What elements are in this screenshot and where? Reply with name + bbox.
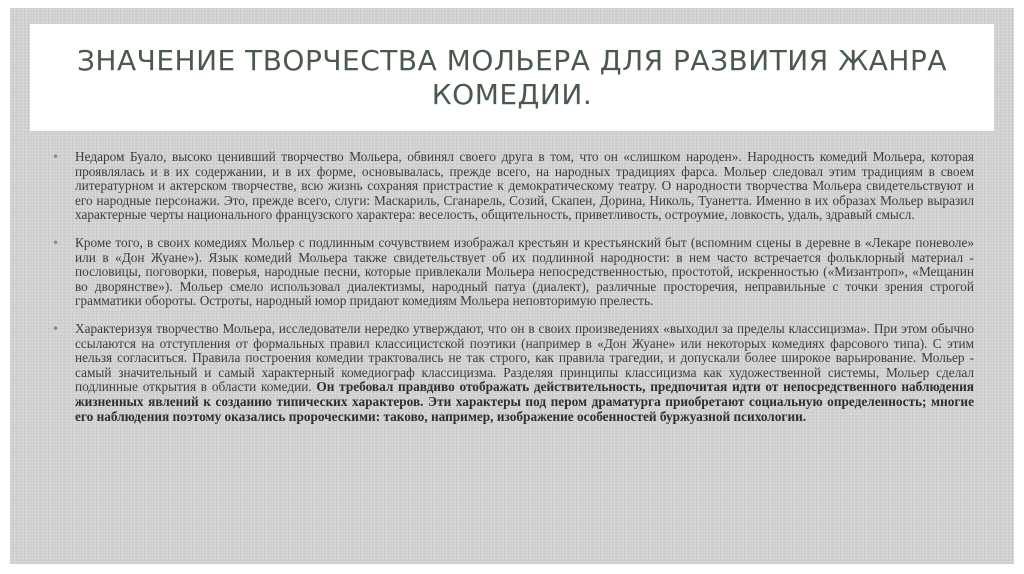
paragraph-2	[52, 236, 974, 309]
paragraph-3-text: Характеризуя творчество Мольера, исследователи нередко утверждают, что он в своих произведениях «выходил за пределы классицизма». При этом обычно ссылаются на отступления от формальных правил классицистской поэтики (например в «Дон Жуане» или некоторых комедиях фарсового типа). С этим нельзя согласиться. Правила построения комедии трактовались не так строго, как правила трагедии, и допускали более широкое варьирование. Мольер - самый значительный и самый характерный комедиограф классицизма. Разделяя принципы классицизма как художественной системы, Мольер сделал подлинные открытия в области комедии.	[75, 320, 974, 395]
bullet-icon: •	[52, 321, 60, 336]
paragraph-1-text: Недаром Буало, высоко ценивший творчество Мольера, обвинял своего друга в том, что он «слишком народен». Народность комедий Мольера, которая проявлялась и в их содержании, и в их форме, основывалась, прежде всего, на народных традициях фарса. Мольер следовал этим традициям в своем литературном и актерском творчестве, всю жизнь сохраняя пристрастие к демократическому театру. О народности творчества Мольера свидетельствуют и его народные персонажи. Это, прежде всего, слуги: Маскариль, Сганарель, Созий, Скапен, Дорина, Николь, Туанетта. Именно в их образах Мольер выразил характерные черты национального французского характера: веселость, общительность, приветливость, остроумие, ловкость, удаль, здравый смысл.	[75, 149, 974, 223]
title-box	[30, 24, 994, 131]
bullet-icon: •	[52, 235, 60, 250]
slide-content	[52, 150, 974, 437]
paragraph-3	[52, 322, 974, 424]
paragraph-2-text: Кроме того, в своих комедиях Мольер с подлинным сочувствием изображал крестьян и крестьянский быт (вспомним сцены в деревне в «Лекаре поневоле» или в «Дон Жуане»). Язык комедий Мольера также свидетельствует об их подлинной народности: в нем часто встречается фольклорный материал - пословицы, поговорки, поверья, народные песни, которые привлекали Мольера непосредственностью, простотой, искренностью («Мизантроп», «Мещанин во дворянстве»). Мольер смело использовал диалектизмы, народный патуа (диалект), различные просторечия, неправильные с точки зрения строгой грамматики обороты. Остроты, народный юмор придают комедиям Мольера неповторимую прелесть.	[75, 234, 974, 309]
paragraph-1	[52, 150, 974, 223]
paragraph-3-bold-text: Он требовал правдиво отображать действительность, предпочитая идти от непосредственного наблюдения жизненных явлений к созданию типических характеров. Эти характеры под пером драматурга приобретают социальную определенность; многие его наблюдения поэтому оказались пророческими: таково, например, изображение особенностей буржуазной психологии.	[75, 379, 974, 424]
slide-title: ЗНАЧЕНИЕ ТВОРЧЕСТВА МОЛЬЕРА ДЛЯ РАЗВИТИЯ ЖАНРА КОМЕДИИ.	[76, 43, 947, 111]
bullet-icon: •	[52, 150, 60, 164]
